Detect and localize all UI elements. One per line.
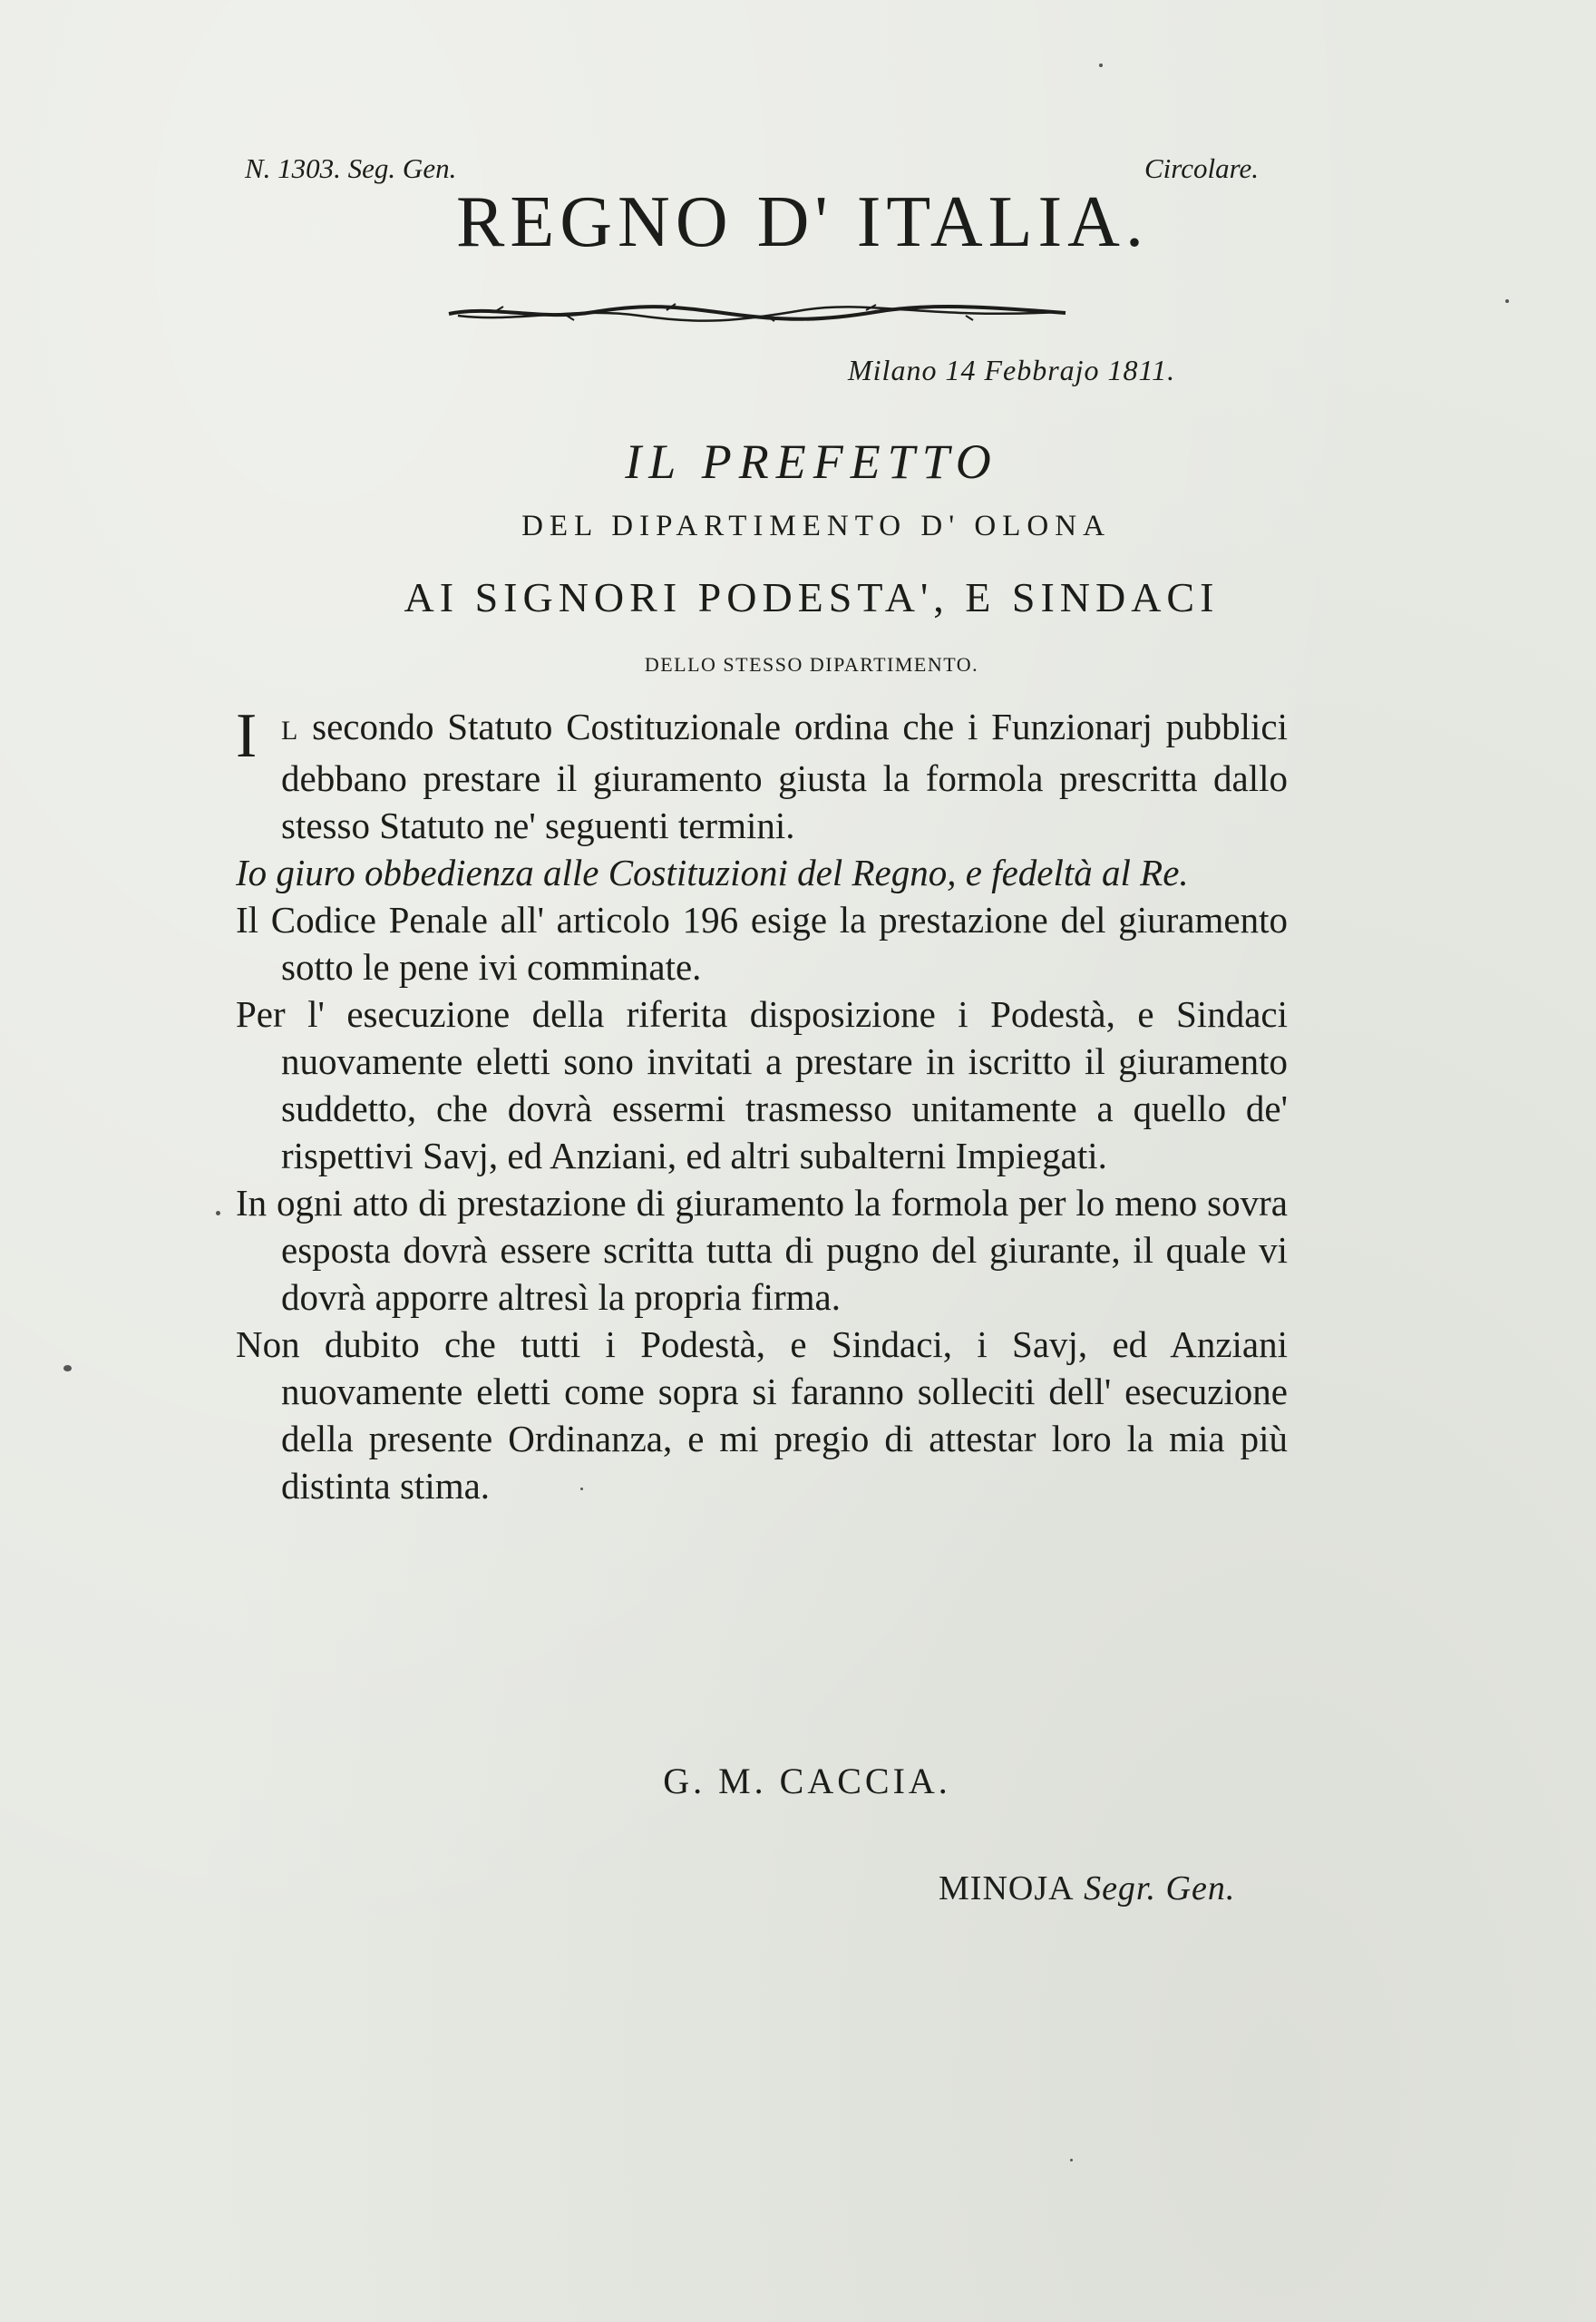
paragraph-5: Non dubito che tutti i Podestà, e Sindaci, i Savj, ed Anziani nuovamente eletti come sopra si faranno solleciti dell' esecuzione della presente Ordinanza, e mi pregio di attestar loro la mia più distinta stima.	[236, 1323, 1288, 1507]
prefetto-heading: IL PREFETTO	[625, 434, 998, 489]
paper-speck	[63, 1365, 72, 1371]
paper-speck	[1099, 63, 1103, 67]
paper-speck	[216, 1211, 220, 1215]
drop-cap-smallcap: L	[281, 716, 299, 746]
circular-label: Circolare.	[1144, 152, 1259, 184]
circular-body	[236, 703, 1288, 1509]
oath-formula: Io giuro obbedienza alle Costituzioni del Regno, e fedeltà al Re.	[236, 852, 1189, 893]
paragraph-4: In ogni atto di prestazione di giuramento la formola per lo meno sovra esposta dovrà essere scritta tutta di pugno del giurante, il quale vi dovrà apporre altresì la propria firma.	[236, 1182, 1288, 1318]
paragraph-1-text: secondo Statuto Costituzionale ordina che i Funzionarj pubblici debbano prestare il giuramento giusta la formola prescritta dallo stesso Statuto ne' seguenti termini.	[281, 706, 1288, 846]
paper-speck	[580, 1488, 583, 1490]
signer-name: G. M. CACCIA.	[663, 1761, 951, 1801]
paper-speck	[1070, 2159, 1073, 2161]
ornamental-rule	[440, 299, 1075, 327]
paper-speck	[1505, 299, 1509, 303]
department-line: DEL DIPARTIMENTO D' OLONA	[521, 510, 1111, 542]
drop-cap: I	[236, 701, 258, 771]
secretary-signature	[939, 1868, 1235, 1908]
document-title: REGNO D' ITALIA.	[456, 182, 1149, 262]
addressee-line: AI SIGNORI PODESTA', E SINDACI	[404, 574, 1220, 620]
paragraph-3: Per l' esecuzione della riferita disposizione i Podestà, e Sindaci nuovamente eletti sono invitati a prestare in iscritto il giuramento suddetto, che dovrà essermi trasmesso unitamente a quello de' rispettivi Savj, ed Anziani, ed altri subalterni Impiegati.	[236, 993, 1288, 1176]
dateline: Milano 14 Febbrajo 1811.	[848, 354, 1176, 386]
reference-number: N. 1303. Seg. Gen.	[245, 152, 457, 184]
paragraph-1	[236, 703, 1288, 849]
secretary-title: Segr. Gen.	[1074, 1869, 1236, 1907]
paragraph-2: Il Codice Penale all' articolo 196 esige la prestazione del giuramento sotto le pene ivi comminate.	[236, 899, 1288, 988]
addressee-subline: DELLO STESSO DIPARTIMENTO.	[644, 653, 979, 676]
secretary-name: MINOJA	[939, 1869, 1075, 1907]
